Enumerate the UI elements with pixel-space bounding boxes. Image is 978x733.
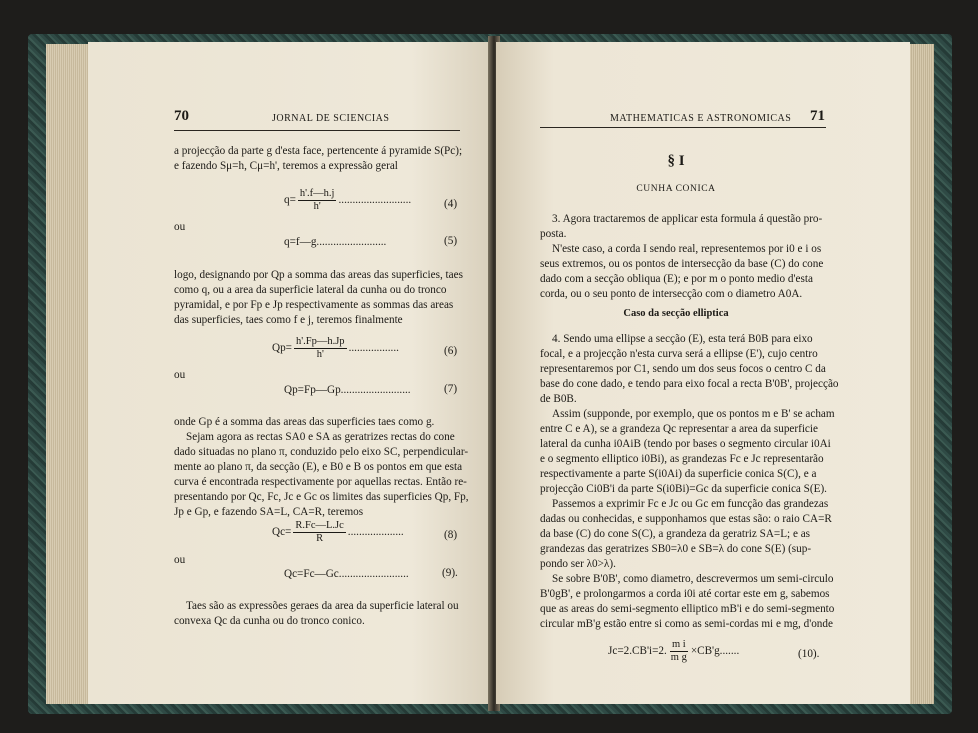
fraction [294, 336, 347, 361]
equation-4 [284, 188, 411, 213]
text-line: posta. [540, 228, 567, 240]
text-line: grandezas das geratrizes SB0=λ0 e SB=λ do cone S(E) (sup- [540, 543, 812, 555]
denominator: h' [313, 201, 321, 212]
text-line: circular mB'g estão entre si como as semi-cordas mi e mg, d'onde [540, 618, 833, 630]
equation-number: (4) [444, 198, 458, 210]
equation-lhs: Qp= [272, 342, 292, 355]
text-line: Sejam agora as rectas SA0 e SA as geratrizes rectas do cone [186, 431, 455, 443]
text-line: pondo ser λ0>λ). [540, 558, 616, 570]
leader-dots: .......................... [338, 194, 412, 207]
fraction [669, 639, 689, 664]
numerator: m i [671, 639, 686, 650]
text-line: dado com a secção obliqua (E); e por m o ponto medio d'esta [540, 273, 813, 285]
text-line: projecção Ci0B'i da parte S(i0Bi)=Gc da superficie conica S(E). [540, 483, 827, 495]
fraction [298, 188, 337, 213]
text-line: representaremos por C1, sendo um dos seus focos o centro C da [540, 363, 826, 375]
text-line: a projecção da parte g d'esta face, pertencente á pyramide S(Pc); [174, 145, 463, 157]
text-line: N'este caso, a corda I sendo real, representemos por i0 e i os [552, 243, 822, 255]
right-page [496, 42, 910, 704]
text-line: base do cone dado, e tendo para eixo focal a recta B'0B', projecção [540, 378, 839, 390]
text-line: Jp e Gp, e fazendo SA=L, CA=R, teremos [174, 506, 364, 518]
subsection-title: Caso da secção elliptica [623, 308, 729, 319]
numerator: R.Fc—L.Jc [295, 520, 344, 531]
header-rule [174, 130, 460, 131]
text-line: ou [174, 221, 186, 233]
text-line: e fazendo Sμ=h, Cμ=h', teremos a expressão geral [174, 160, 398, 172]
text-line: respectivamente a parte S(i0Ai) da superficie conica S(C), e a [540, 468, 817, 480]
text-line: 3. Agora tractaremos de applicar esta formula á questão pro- [552, 213, 823, 225]
equation-7: Qp=Fp—Gp......................... [284, 384, 411, 396]
text-line: B'0gB', e prolongarmos a corda i0i até cortar este em g, sabemos [540, 588, 830, 600]
equation-number: (9). [442, 567, 458, 579]
text-line: e o segmento elliptico i0Bi), as grandezas Fc e Jc representarão [540, 453, 824, 465]
page-number: 70 [174, 108, 189, 124]
equation-number: (10). [798, 648, 820, 660]
text-line: ou [174, 554, 186, 566]
page-edges-right [908, 44, 934, 704]
text-line: dadas ou conhecidas, e supponhamos que estas são: o raio CA=R [540, 513, 832, 525]
text-line: onde Gp é a somma das areas das superficies taes como g. [174, 416, 435, 428]
equation-rhs: ×CB'g....... [690, 645, 740, 658]
leader-dots: .................... [347, 526, 404, 539]
page-number: 71 [810, 108, 825, 124]
text-line: corda, ou o seu ponto de intersecção com o diametro A0A. [540, 288, 803, 300]
text-line: Se sobre B'0B', como diametro, descrevermos um semi-circulo [552, 573, 834, 585]
left-page [88, 42, 492, 704]
header-rule [540, 127, 826, 128]
text-line: ou [174, 369, 186, 381]
text-line: lateral da cunha i0AiB (tendo por bases o segmento circular i0Ai [540, 438, 831, 450]
section-mark: § I [667, 153, 685, 169]
equation-number: (8) [444, 529, 458, 541]
equation-number: (5) [444, 235, 458, 247]
text-line: de B0B. [540, 393, 577, 405]
text-line: convexa Qc da cunha ou do tronco conico. [174, 615, 365, 627]
page-edges-left [46, 44, 90, 704]
text-line: que as areas do semi-segmento elliptico mB'i e do semi-segmento [540, 603, 835, 615]
equation-9: Qc=Fc—Gc......................... [284, 568, 409, 580]
equation-5: q=f—g......................... [284, 236, 387, 248]
equation-lhs: Qc= [272, 526, 292, 539]
running-head: JORNAL DE SCIENCIAS [272, 113, 390, 124]
equation-8 [272, 520, 404, 545]
equation-lhs: q= [284, 194, 296, 207]
denominator: m g [670, 652, 687, 663]
numerator: h'.Fp—h.Jp [295, 336, 345, 347]
text-line: Assim (supponde, por exemplo, que os pontos m e B' se acham [552, 408, 835, 420]
leader-dots: .................. [348, 342, 399, 355]
text-line: mente ao plano π, da secção (E), e B0 e B os pontos em que esta [174, 461, 463, 473]
section-title: CUNHA CONICA [636, 184, 716, 194]
text-line: entre C e A), se a grandeza Qc representar a area da superficie [540, 423, 818, 435]
text-line: focal, e a projecção n'esta curva será a ellipse (E'), cujo centro [540, 348, 818, 360]
text-line: curva é encontrada respectivamente por aquellas rectas. Então re- [174, 476, 467, 488]
text-line: Taes são as expressões geraes da area da superficie lateral ou [186, 600, 459, 612]
text-line: presentando por Qc, Fc, Jc e Gc os limites das superficies Qp, Fp, [174, 491, 469, 503]
equation-number: (7) [444, 383, 458, 395]
fraction [293, 520, 345, 545]
equation-6 [272, 336, 399, 361]
denominator: R [316, 533, 324, 544]
equation-lhs: Jc=2.CB'i=2. [608, 645, 667, 658]
text-line: dado situadas no plano π, conduzido pelo eixo SC, perpendicular- [174, 446, 469, 458]
text-line: das superficies, taes como f e j, teremos finalmente [174, 314, 403, 326]
text-line: como q, ou a area da superficie lateral da cunha ou do tronco [174, 284, 447, 296]
text-line: logo, designando por Qp a somma das areas das superficies, taes [174, 269, 463, 281]
denominator: h' [316, 349, 324, 360]
running-head: MATHEMATICAS E ASTRONOMICAS [610, 113, 792, 124]
text-line: seus extremos, ou os pontos de intersecção da base (C) do cone [540, 258, 824, 270]
equation-10 [608, 639, 739, 664]
numerator: h'.f—h.j [299, 188, 335, 199]
text-line: 4. Sendo uma ellipse a secção (E), esta terá B0B para eixo [552, 333, 813, 345]
text-line: Passemos a exprimir Fc e Jc ou Gc em funcção das grandezas [552, 498, 829, 510]
text-line: da base (C) do cone S(C), a grandeza da geratriz SA=L; e as [540, 528, 811, 540]
text-line: pyramidal, e por Fp e Jp respectivamente as sommas das areas [174, 299, 454, 311]
equation-number: (6) [444, 345, 458, 357]
